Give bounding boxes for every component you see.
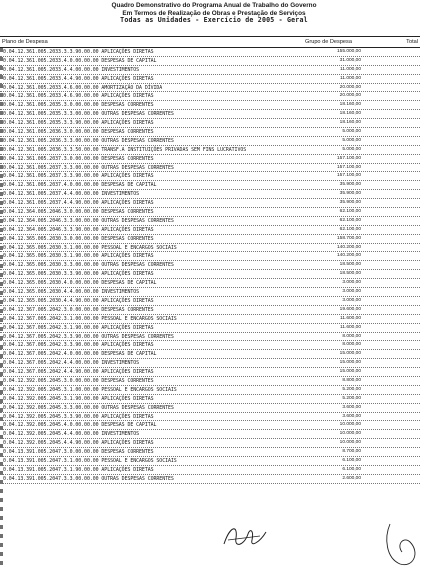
table-row bbox=[0, 297, 428, 306]
table-row bbox=[0, 208, 428, 217]
column-total: Total bbox=[406, 39, 418, 45]
row-description: 0.04.12.361.005.2033.4.0.00.00.00 DESPESAS DE CAPITAL bbox=[3, 57, 157, 64]
row-value: 18.160,00 bbox=[339, 102, 361, 108]
signature-loop bbox=[380, 518, 424, 568]
row-value: 8.800,00 bbox=[342, 377, 361, 383]
row-description: 0.04.12.361.005.2033.3.3.90.00.00 APLICAÇÕES DIRETAS bbox=[3, 49, 154, 55]
row-value: 11.000,00 bbox=[340, 66, 361, 72]
table-row bbox=[0, 199, 428, 208]
row-value: 15.000,00 bbox=[339, 369, 361, 375]
row-description: 0.04.12.361.005.2037.4.4.90.00.00 APLICAÇÕES DIRETAS bbox=[3, 200, 154, 207]
row-description: 0.04.12.365.005.2030.3.1.90.00.00 APLICAÇÕES DIRETAS bbox=[3, 253, 154, 260]
table-row bbox=[0, 217, 428, 226]
row-description: 0.04.12.361.005.2036.3.3.00.00.00 OUTRAS DESPESAS CORRENTES bbox=[3, 137, 174, 144]
row-description: 0.04.12.364.005.2046.3.3.00.00.00 OUTRAS DESPESAS CORRENTES bbox=[3, 217, 174, 224]
table-row bbox=[0, 288, 428, 297]
row-description: 0.04.12.361.005.2033.4.6.00.00.00 AMORTIZAÇÃO DA DÍVIDA bbox=[3, 84, 163, 91]
table-row bbox=[0, 164, 428, 173]
row-description: 0.04.12.361.005.2033.4.6.90.00.00 APLICAÇÕES DIRETAS bbox=[3, 93, 154, 100]
table-row bbox=[0, 333, 428, 342]
row-description: 0.04.12.392.005.2045.3.0.00.00.00 DESPESAS CORRENTES bbox=[3, 377, 154, 384]
row-value: 140.200,00 bbox=[336, 244, 361, 250]
report-subtitle: Em Termos de Realização de Obras e Prestação de Serviços bbox=[122, 9, 306, 17]
row-description: 0.04.12.364.005.2046.3.3.90.00.00 APLICAÇÕES DIRETAS bbox=[3, 226, 154, 233]
row-value: 158.700,00 bbox=[336, 235, 361, 241]
row-description: 0.04.12.361.005.2036.3.3.50.00.00 TRANSF.A INSTITUIÇÕES PRIVADAS SEM FINS LUCRATIVOS bbox=[3, 146, 247, 153]
row-value: 15.000,00 bbox=[339, 360, 361, 366]
row-value: 20.000,00 bbox=[339, 84, 361, 90]
table-row bbox=[0, 279, 428, 288]
row-description: 0.04.12.365.005.2030.4.0.00.00.00 DESPESAS DE CAPITAL bbox=[3, 280, 157, 287]
row-value: 18.500,00 bbox=[339, 262, 361, 268]
signature-mark bbox=[220, 520, 270, 552]
row-description: 0.04.13.391.005.2047.3.1.00.00.00 PESSOAL E ENCARGOS SOCIAIS bbox=[3, 457, 177, 464]
row-description: 0.04.12.364.005.2046.3.0.00.00.00 DESPESAS CORRENTES bbox=[3, 209, 154, 216]
table-row bbox=[0, 84, 428, 93]
table-row bbox=[0, 395, 428, 404]
row-value: 8.000,00 bbox=[342, 342, 361, 348]
table-row bbox=[0, 324, 428, 333]
row-description: 0.04.12.367.005.2042.3.1.00.00.00 PESSOAL E ENCARGOS SOCIAIS bbox=[3, 315, 177, 322]
row-value: 3.600,00 bbox=[342, 413, 361, 419]
table-row bbox=[0, 92, 428, 101]
table-row bbox=[0, 137, 428, 146]
row-description: 0.04.12.392.005.2045.3.3.00.00.00 OUTRAS DESPESAS CORRENTES bbox=[3, 404, 174, 411]
row-description: 0.04.12.367.005.2042.3.3.90.00.00 APLICAÇÕES DIRETAS bbox=[3, 342, 154, 349]
row-value: 5.200,00 bbox=[342, 395, 361, 401]
row-value: 11.000,00 bbox=[340, 75, 361, 81]
row-value: 5.000,00 bbox=[342, 137, 361, 143]
row-value: 62.100,00 bbox=[339, 226, 361, 232]
row-value: 62.100,00 bbox=[339, 217, 361, 223]
row-value: 3.000,00 bbox=[342, 297, 361, 303]
table-row bbox=[0, 172, 428, 181]
row-description: 0.04.12.392.005.2045.3.3.90.00.00 APLICAÇÕES DIRETAS bbox=[3, 413, 154, 420]
row-value: 157.100,00 bbox=[336, 164, 361, 170]
row-value: 157.100,00 bbox=[336, 155, 361, 161]
row-description: 0.04.13.391.005.2047.3.0.00.00.00 DESPESAS CORRENTES bbox=[3, 449, 154, 456]
table-row bbox=[0, 475, 428, 484]
table-row bbox=[0, 235, 428, 244]
table-row bbox=[0, 57, 428, 66]
table-row bbox=[0, 48, 428, 57]
row-description: 0.04.12.367.005.2042.4.0.00.00.00 DESPESAS DE CAPITAL bbox=[3, 351, 157, 358]
table-row bbox=[0, 190, 428, 199]
column-plano: Plano de Despesa bbox=[2, 39, 48, 45]
table-row bbox=[0, 430, 428, 439]
table-row bbox=[0, 119, 428, 128]
row-description: 0.04.12.367.005.2042.3.1.90.00.00 APLICAÇÕES DIRETAS bbox=[3, 324, 154, 331]
row-description: 0.04.12.361.005.2037.3.0.00.00.00 DESPESAS CORRENTES bbox=[3, 155, 154, 162]
row-description: 0.04.12.392.005.2045.3.1.90.00.00 APLICAÇÕES DIRETAS bbox=[3, 395, 154, 402]
row-description: 0.04.12.365.005.2030.3.0.00.00.00 DESPESAS CORRENTES bbox=[3, 235, 154, 242]
row-value: 10.000,00 bbox=[339, 440, 361, 446]
row-description: 0.04.12.361.005.2037.3.3.90.00.00 APLICAÇÕES DIRETAS bbox=[3, 173, 154, 180]
row-value: 10.000,00 bbox=[339, 431, 361, 437]
row-description: 0.04.12.365.005.2030.3.3.90.00.00 APLICAÇÕES DIRETAS bbox=[3, 271, 154, 278]
row-description: 0.04.12.367.005.2042.3.0.00.00.00 DESPESAS CORRENTES bbox=[3, 306, 154, 313]
row-value: 8.700,00 bbox=[342, 449, 361, 455]
row-value: 6.100,00 bbox=[342, 457, 361, 463]
column-grupo: Grupo de Despesa bbox=[305, 39, 352, 45]
row-description: 0.04.12.361.005.2033.4.4.90.00.00 APLICAÇÕES DIRETAS bbox=[3, 75, 154, 82]
table-row bbox=[0, 386, 428, 395]
table-row bbox=[0, 261, 428, 270]
table-row bbox=[0, 146, 428, 155]
table-row bbox=[0, 101, 428, 110]
row-description: 0.04.12.361.005.2035.3.0.00.00.00 DESPESAS CORRENTES bbox=[3, 102, 154, 109]
table-row bbox=[0, 341, 428, 350]
row-description: 0.04.12.392.005.2045.3.1.00.00.00 PESSOAL E ENCARGOS SOCIAIS bbox=[3, 386, 177, 393]
expense-table bbox=[0, 48, 428, 484]
table-row bbox=[0, 270, 428, 279]
column-headers bbox=[0, 37, 428, 47]
row-description: 0.04.12.361.005.2033.4.4.00.00.00 INVESTIMENTOS bbox=[3, 66, 140, 73]
table-row bbox=[0, 75, 428, 84]
row-description: 0.04.12.367.005.2042.4.4.90.00.00 APLICAÇÕES DIRETAS bbox=[3, 369, 154, 376]
row-value: 6.100,00 bbox=[342, 466, 361, 472]
table-row bbox=[0, 404, 428, 413]
row-description: 0.04.12.365.005.2030.3.1.00.00.00 PESSOAL E ENCARGOS SOCIAIS bbox=[3, 244, 177, 251]
row-value: 31.000,00 bbox=[339, 57, 361, 63]
table-row bbox=[0, 368, 428, 377]
row-value: 35.900,00 bbox=[339, 200, 361, 206]
table-row bbox=[0, 448, 428, 457]
table-row bbox=[0, 252, 428, 261]
table-row bbox=[0, 110, 428, 119]
row-value: 157.100,00 bbox=[336, 173, 361, 179]
row-separator bbox=[0, 483, 420, 484]
row-description: 0.04.12.392.005.2045.4.4.00.00.00 INVESTIMENTOS bbox=[3, 431, 140, 438]
row-description: 0.04.12.392.005.2045.4.0.00.00.00 DESPESAS DE CAPITAL bbox=[3, 422, 157, 429]
table-row bbox=[0, 181, 428, 190]
row-value: 140.200,00 bbox=[336, 253, 361, 259]
row-value: 8.000,00 bbox=[342, 333, 361, 339]
row-value: 2.600,00 bbox=[342, 475, 361, 481]
row-value: 35.900,00 bbox=[339, 191, 361, 197]
report-scope: Todas as Unidades - Exercício de 2005 - Geral bbox=[120, 16, 308, 25]
document-header bbox=[0, 2, 428, 25]
row-value: 3.000,00 bbox=[342, 280, 361, 286]
row-description: 0.04.12.361.005.2037.3.3.00.00.00 OUTRAS DESPESAS CORRENTES bbox=[3, 164, 174, 171]
row-value: 3.000,00 bbox=[342, 289, 361, 295]
table-row bbox=[0, 377, 428, 386]
table-row bbox=[0, 128, 428, 137]
row-value: 20.000,00 bbox=[339, 93, 361, 99]
row-value: 18.160,00 bbox=[339, 111, 361, 117]
row-description: 0.04.13.391.005.2047.3.1.90.00.00 APLICAÇÕES DIRETAS bbox=[3, 466, 154, 473]
row-value: 155.000,00 bbox=[336, 49, 361, 54]
table-row bbox=[0, 466, 428, 475]
table-row bbox=[0, 439, 428, 448]
table-row bbox=[0, 421, 428, 430]
table-row bbox=[0, 350, 428, 359]
row-value: 18.500,00 bbox=[339, 271, 361, 277]
row-value: 19.600,00 bbox=[339, 306, 361, 312]
row-value: 3.600,00 bbox=[342, 404, 361, 410]
row-value: 18.160,00 bbox=[339, 120, 361, 126]
table-row bbox=[0, 413, 428, 422]
table-row bbox=[0, 66, 428, 75]
row-description: 0.04.12.367.005.2042.3.3.90.00.00 OUTRAS DESPESAS CORRENTES bbox=[3, 333, 174, 340]
table-row bbox=[0, 226, 428, 235]
row-description: 0.04.12.361.005.2036.3.0.00.00.00 DESPESAS CORRENTES bbox=[3, 129, 154, 136]
table-row bbox=[0, 244, 428, 253]
row-value: 10.000,00 bbox=[339, 422, 361, 428]
row-value: 11.600,00 bbox=[340, 315, 361, 321]
row-description: 0.04.12.365.005.2030.4.4.90.00.00 APLICAÇÕES DIRETAS bbox=[3, 297, 154, 304]
table-row bbox=[0, 315, 428, 324]
row-description: 0.04.12.367.005.2042.4.4.00.00.00 INVESTIMENTOS bbox=[3, 360, 140, 367]
table-row bbox=[0, 306, 428, 315]
row-value: 35.900,00 bbox=[339, 182, 361, 188]
row-description: 0.04.13.391.005.2047.3.3.00.00.00 OUTRAS DESPESAS CORRENTES bbox=[3, 475, 174, 482]
table-row bbox=[0, 155, 428, 164]
row-description: 0.04.12.361.005.2037.4.4.00.00.00 INVESTIMENTOS bbox=[3, 191, 140, 198]
row-description: 0.04.12.365.005.2030.3.3.00.00.00 OUTRAS DESPESAS CORRENTES bbox=[3, 262, 174, 269]
row-description: 0.04.12.361.005.2035.3.3.00.00.00 OUTRAS DESPESAS CORRENTES bbox=[3, 111, 174, 118]
row-value: 5.200,00 bbox=[342, 386, 361, 392]
row-description: 0.04.12.392.005.2045.4.4.90.00.00 APLICAÇÕES DIRETAS bbox=[3, 440, 154, 447]
table-row bbox=[0, 457, 428, 466]
row-value: 62.100,00 bbox=[339, 209, 361, 215]
row-value: 5.000,00 bbox=[342, 129, 361, 135]
table-row bbox=[0, 359, 428, 368]
row-value: 11.600,00 bbox=[340, 324, 361, 330]
row-value: 15.000,00 bbox=[339, 351, 361, 357]
row-description: 0.04.12.361.005.2037.4.0.00.00.00 DESPESAS DE CAPITAL bbox=[3, 182, 157, 189]
row-description: 0.04.12.365.005.2030.4.4.00.00.00 INVESTIMENTOS bbox=[3, 289, 140, 296]
row-description: 0.04.12.361.005.2035.3.3.90.00.00 APLICAÇÕES DIRETAS bbox=[3, 120, 154, 127]
report-title: Quadro Demonstrativo do Programa Anual de Trabalho do Governo bbox=[111, 2, 317, 9]
row-value: 5.000,00 bbox=[342, 146, 361, 152]
